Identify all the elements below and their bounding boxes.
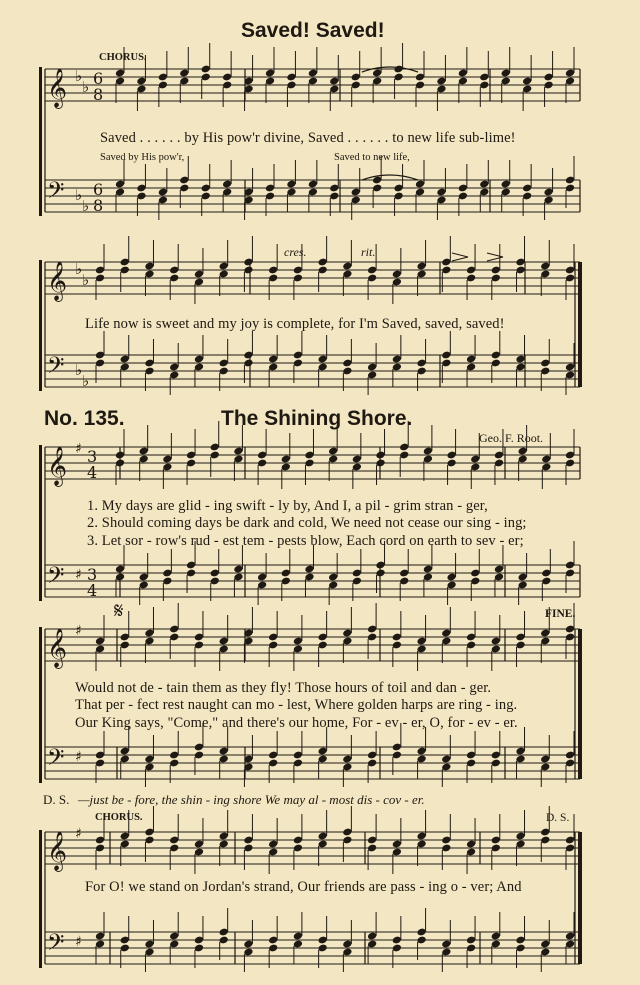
- bass-clef: 𝄢: [47, 930, 65, 961]
- verse-1-lyrics: Would not de - tain them as they fly! Those hours of toil and dan - ger.: [75, 680, 492, 696]
- verse-3-lyrics: Our King says, "Come," and there's our home, For - ev - er, O, for - ev - er.: [75, 715, 518, 731]
- key-signature-flat: ♭: [75, 361, 83, 379]
- key-signature-flat: ♭: [82, 372, 90, 390]
- treble-clef: 𝄞: [47, 261, 68, 301]
- lyrics-line: Saved . . . . . . by His pow'r divine, Saved . . . . . . to new life sub-lime!: [100, 130, 516, 146]
- time-signature: 3: [87, 447, 98, 466]
- key-signature-flat: ♭: [75, 67, 83, 85]
- fine-mark: FINE.: [545, 608, 576, 620]
- system-bracket: [39, 627, 42, 783]
- key-signature-sharp: ♯: [75, 623, 82, 639]
- time-signature: 6: [93, 69, 104, 88]
- bass-clef: 𝄢: [47, 745, 65, 776]
- time-signature: 3: [87, 565, 98, 584]
- time-signature: 4: [87, 463, 98, 482]
- key-signature-flat: ♭: [75, 186, 83, 204]
- bass-clef: 𝄢: [47, 563, 65, 594]
- chorus-label: CHORUS.: [99, 52, 147, 63]
- treble-clef: 𝄞: [47, 831, 68, 871]
- chorus-label: CHORUS.: [95, 812, 143, 823]
- ds-label: D. S.: [43, 792, 70, 807]
- bass-clef: 𝄢: [47, 353, 65, 384]
- key-signature-sharp: ♯: [75, 441, 82, 457]
- final-barline: [578, 832, 582, 964]
- key-signature-flat: ♭: [82, 197, 90, 215]
- key-signature-sharp: ♯: [75, 934, 82, 950]
- final-barline: [578, 629, 582, 779]
- tempo-mark: rit.: [361, 245, 376, 259]
- key-signature-flat: ♭: [75, 260, 83, 278]
- echo-lyric: Saved to new life,: [334, 152, 410, 163]
- verse-1-lyrics: 1. My days are glid - ing swift - ly by, And I, a pil - grim stran - ger,: [87, 498, 488, 514]
- bass-clef: 𝄢: [47, 178, 65, 209]
- segno-sign: 𝄋: [114, 598, 124, 623]
- key-signature-flat: ♭: [82, 78, 90, 96]
- system-bracket: [39, 67, 42, 216]
- verse-3-lyrics: 3. Let sor - row's rud - est tem - pests blow, Each cord on earth to sev - er;: [87, 533, 524, 549]
- treble-clef: 𝄞: [47, 628, 68, 668]
- treble-clef: 𝄞: [47, 68, 68, 108]
- treble-clef: 𝄞: [47, 446, 68, 486]
- dynamic-mark: cres.: [284, 245, 307, 259]
- accent-mark: [452, 253, 468, 261]
- key-signature-flat: ♭: [82, 271, 90, 289]
- key-signature-sharp: ♯: [75, 567, 82, 583]
- hymn-number: No. 135.: [44, 407, 125, 430]
- lyrics-line: Life now is sweet and my joy is complete, for I'm Saved, saved, saved!: [85, 316, 505, 332]
- final-barline: [578, 262, 582, 387]
- accent-mark: [487, 253, 503, 261]
- time-signature: 6: [93, 180, 104, 199]
- verse-2-lyrics: That per - fect rest naught can mo - lest, Where golden harps are ring - ing.: [75, 697, 518, 713]
- verse-2-lyrics: 2. Should coming days be dark and cold, We need not cease our sing - ing;: [87, 515, 527, 531]
- key-signature-sharp: ♯: [75, 826, 82, 842]
- tie: [362, 175, 418, 180]
- echo-lyric: Saved by His pow'r,: [100, 152, 185, 163]
- chorus-lyrics: For O! we stand on Jordan's strand, Our friends are pass - ing o - ver; And: [85, 879, 522, 895]
- system-bracket: [39, 445, 42, 601]
- hymn-title-saved: Saved! Saved!: [241, 19, 385, 42]
- time-signature: 8: [93, 196, 104, 215]
- system-bracket: [39, 830, 42, 968]
- ds-mark: D. S.: [546, 812, 570, 824]
- hymn-title-shining-shore: The Shining Shore.: [221, 407, 413, 430]
- time-signature: 4: [87, 581, 98, 600]
- time-signature: 8: [93, 85, 104, 104]
- key-signature-sharp: ♯: [75, 749, 82, 765]
- composer-credit: Geo. F. Root.: [479, 431, 544, 445]
- system-bracket: [39, 260, 42, 391]
- ds-lyrics: —just be - fore, the shin - ing shore We may al - most dis - cov - er.: [78, 792, 425, 807]
